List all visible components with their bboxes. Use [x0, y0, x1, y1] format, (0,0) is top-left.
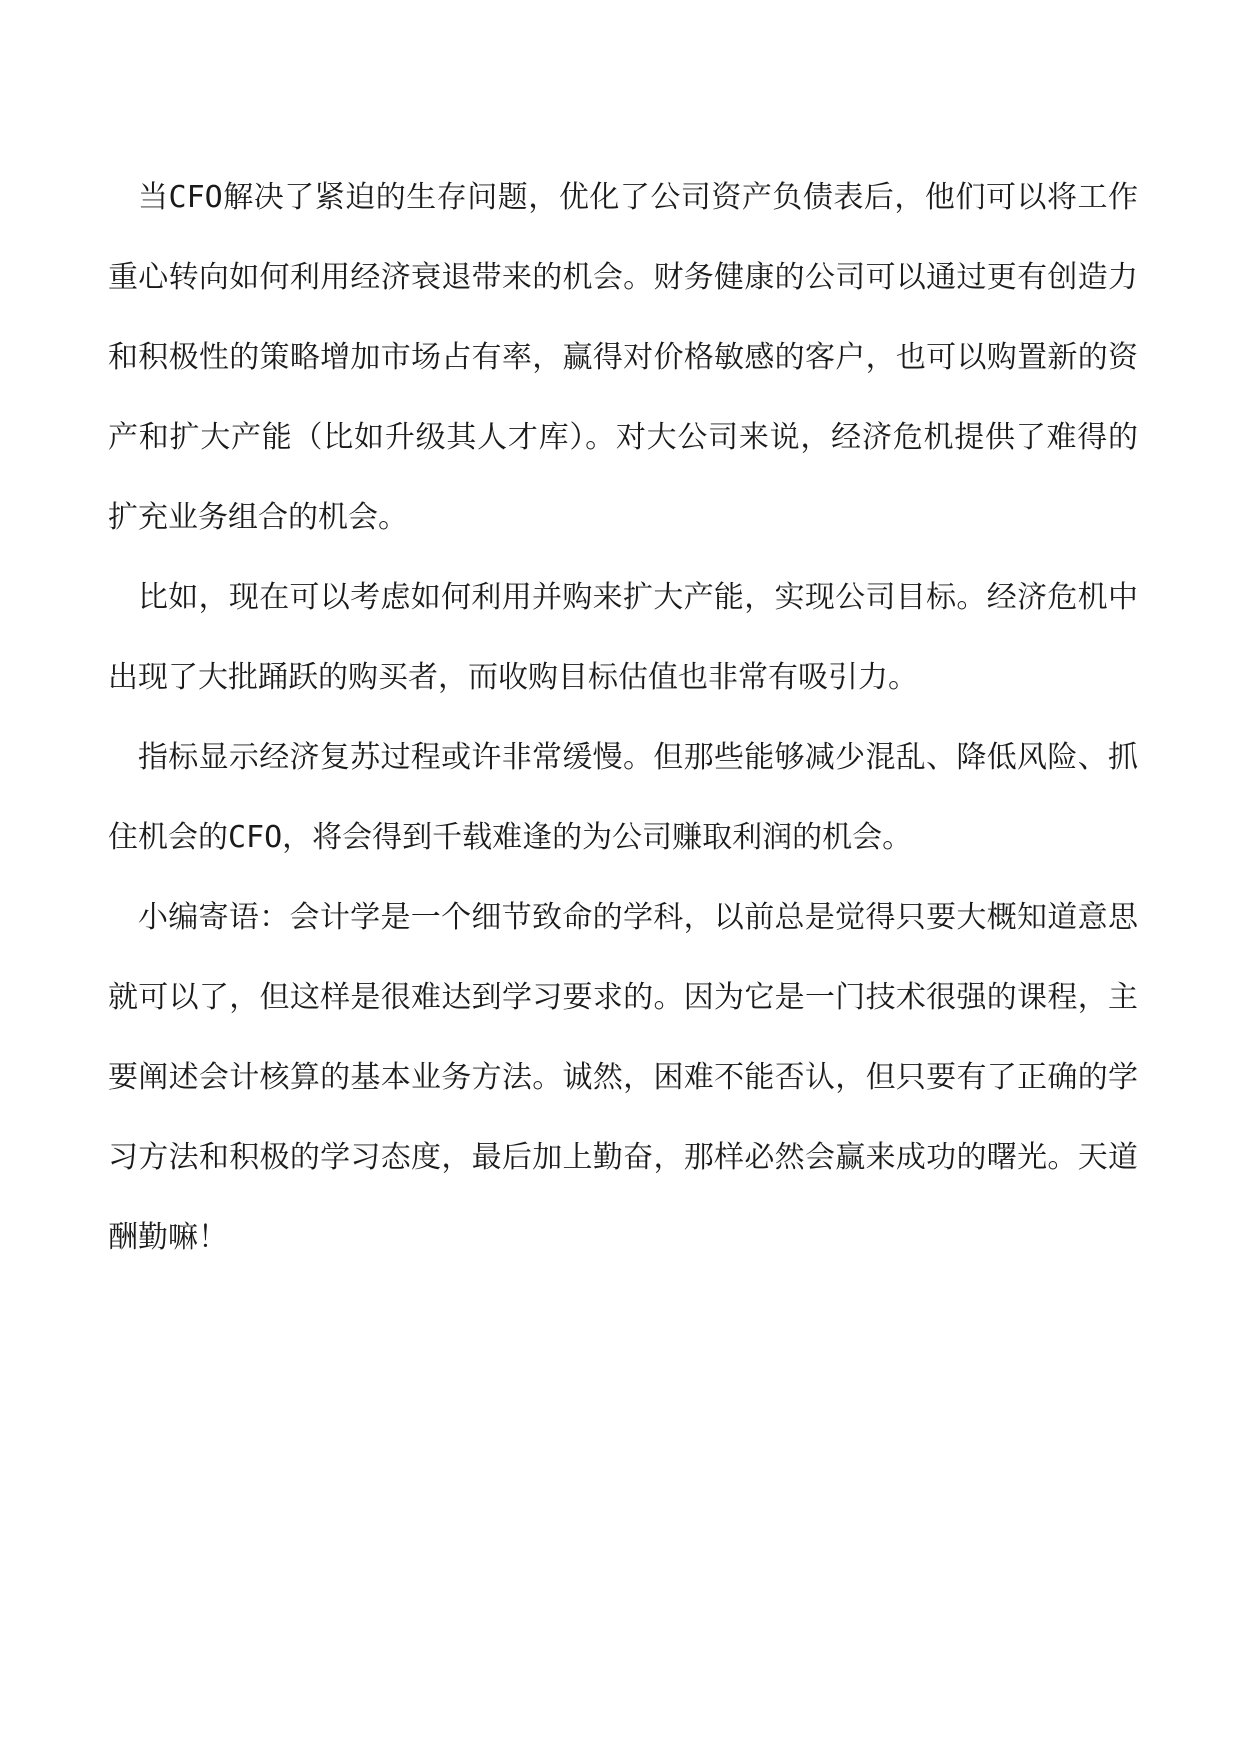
document-body [108, 158, 1138, 1278]
paragraph-editor-note: 小编寄语：会计学是一个细节致命的学科，以前总是觉得只要大概知道意思就可以了，但这样是很难达到学习要求的。因为它是一门技术很强的课程，主要阐述会计核算的基本业务方法。诚然，困难不能否认，但只要有了正确的学习方法和积极的学习态度，最后加上勤奋，那样必然会赢来成功的曙光。天道酬勤嘛！ [108, 900, 1138, 1255]
paragraph-recovery: 指标显示经济复苏过程或许非常缓慢。但那些能够减少混乱、降低风险、抓住机会的CFO，将会得到千载难逢的为公司赚取利润的机会。 [108, 740, 1138, 855]
paragraph-cfo-opportunities: 当CFO解决了紧迫的生存问题，优化了公司资产负债表后，他们可以将工作重心转向如何利用经济衰退带来的机会。财务健康的公司可以通过更有创造力和积极性的策略增加市场占有率，赢得对价格敏感的客户，也可以购置新的资产和扩大产能（比如升级其人才库）。对大公司来说，经济危机提供了难得的扩充业务组合的机会。 [108, 180, 1138, 535]
paragraph-mergers: 比如，现在可以考虑如何利用并购来扩大产能，实现公司目标。经济危机中出现了大批踊跃的购买者，而收购目标估值也非常有吸引力。 [108, 580, 1138, 695]
